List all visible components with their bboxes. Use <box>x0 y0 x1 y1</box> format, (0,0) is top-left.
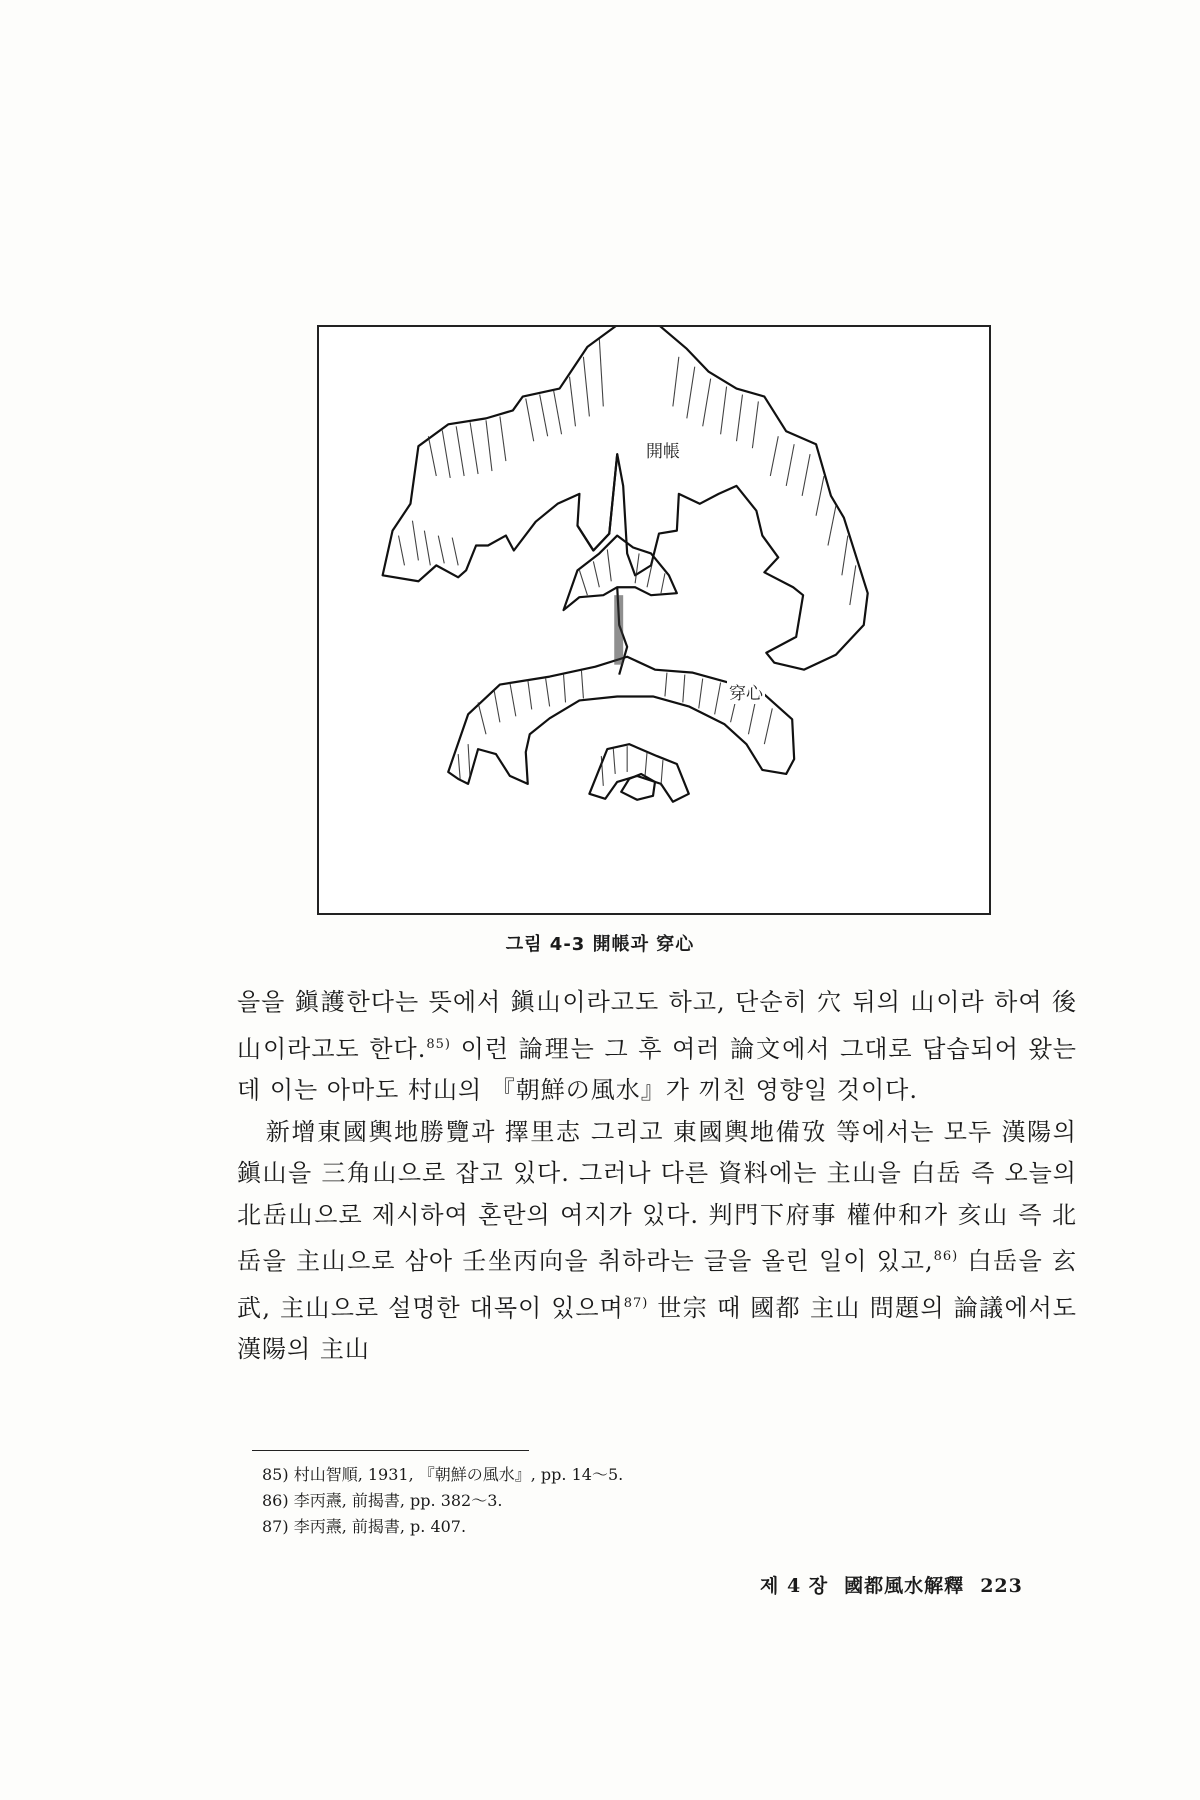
paragraph-2-text-a: 新增東國輿地勝覽과 擇里志 그리고 東國輿地備攷 等에서는 모두 漢陽의 鎭山을 三角山으로 잡고 있다. 그러나 다른 資料에는 主山을 白岳 즉 오늘의 北岳山으로 제시하여 혼란의 여지가 있다. 判門下府事 權仲和가 亥山 즉 北岳을 主山으로 삼아 壬坐丙向을 취하라는 글을 올린 일이 있고, <box>237 1117 1077 1275</box>
footnotes <box>262 1462 623 1540</box>
paragraph-2-text-b: 白岳을 玄武, 主山으로 설명한 대목이 있으며 <box>237 1247 1077 1322</box>
footnote-86: 86) 李丙燾, 前揭書, pp. 382～3. <box>262 1491 503 1510</box>
footer-chapter: 제 4 장 <box>760 1575 829 1597</box>
inner-ridge-left <box>577 454 617 550</box>
footnote-85: 85) 村山智順, 1931, 『朝鮮の風水』, pp. 14～5. <box>262 1465 624 1484</box>
page-number: 223 <box>980 1575 1023 1597</box>
footnote-ref-86: 86) <box>933 1249 959 1264</box>
figure-label-cheonsim: 穿心 <box>727 679 765 704</box>
upper-mountain-range <box>383 327 868 670</box>
paragraph-1-text: 을을 鎭護한다는 뜻에서 鎭山이라고도 하고, 단순히 穴 뒤의 山이라 하여 後山이라고도 한다. <box>237 988 1077 1063</box>
mountain-illustration <box>319 327 989 913</box>
figure-caption: 그림 4-3 開帳과 穿心 <box>505 934 695 955</box>
inner-small-mound <box>589 744 688 802</box>
lower-arc-ridge <box>448 657 794 784</box>
footnote-ref-87: 87) <box>623 1295 649 1311</box>
figure-label-gaejang: 開帳 <box>644 437 682 462</box>
footnote-87: 87) 李丙燾, 前揭書, p. 407. <box>262 1517 467 1536</box>
body-text <box>237 982 1077 1371</box>
footnote-divider <box>252 1450 529 1451</box>
small-hill-center <box>621 774 655 800</box>
running-footer <box>760 1571 1023 1598</box>
paragraph-1 <box>237 982 1077 1112</box>
paragraph-2-text-c: 世宗 때 國都 主山 問題의 論議에서도 漢陽의 主山 <box>237 1293 1077 1363</box>
footer-title: 國都風水解釋 <box>844 1575 965 1597</box>
footnote-ref-85: 85) <box>426 1036 451 1052</box>
paragraph-2 <box>237 1112 1077 1371</box>
paragraph-1-continuation: 이런 論理는 그 후 여러 論文에서 그대로 답습되어 왔는데 이는 아마도 村山의 『朝鮮の風水』가 끼친 영향일 것이다. <box>237 1034 1077 1104</box>
figure-frame <box>317 325 991 915</box>
